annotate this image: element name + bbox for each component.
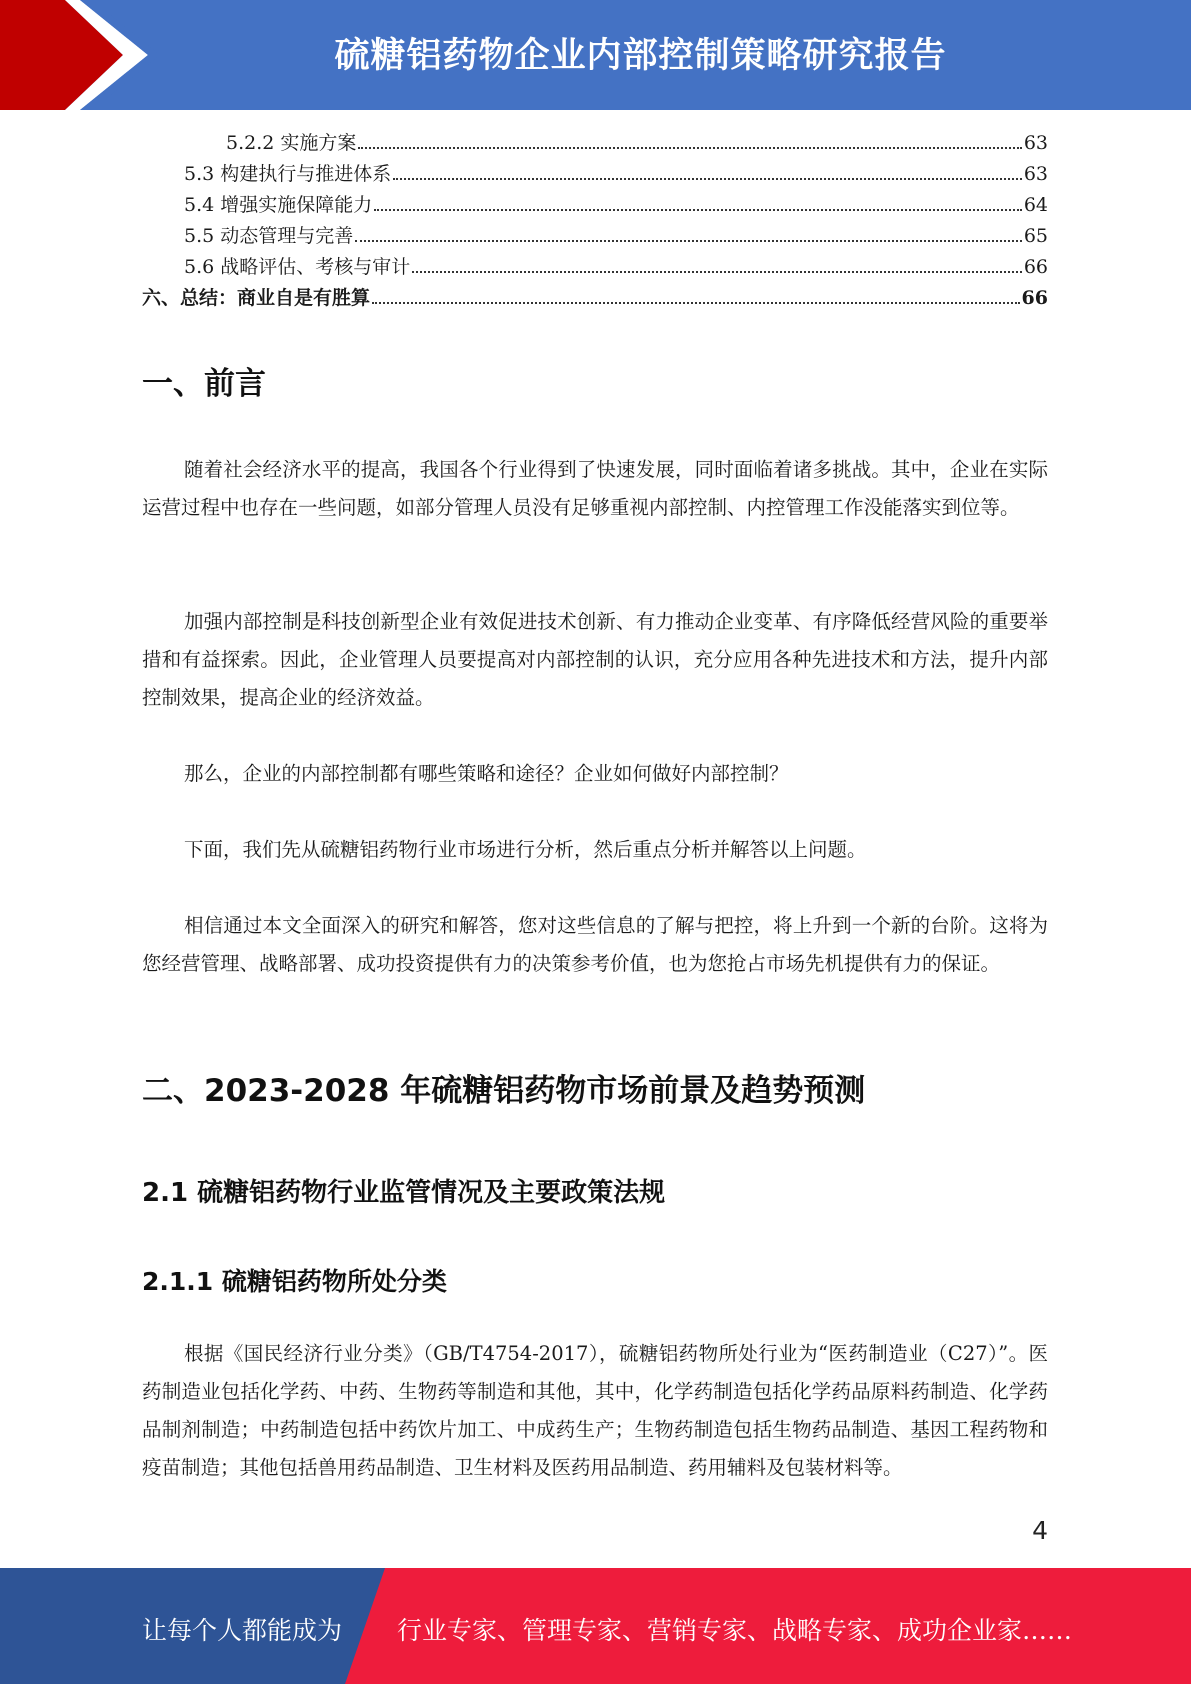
toc-leader-dots: [358, 146, 1021, 149]
toc-entry-page: 65: [1023, 225, 1048, 247]
header-banner: [0, 0, 1191, 110]
subsection-heading-regulation: 2.1 硫糖铝药物行业监管情况及主要政策法规: [142, 1178, 666, 1208]
body-paragraph: 那么，企业的内部控制都有哪些策略和途径？企业如何做好内部控制？: [184, 762, 789, 785]
toc-entry[interactable]: [142, 190, 1048, 221]
table-of-contents: [142, 128, 1048, 314]
toc-leader-dots: [393, 177, 1022, 180]
toc-entry-label: 六、总结：商业自是有胜算: [142, 287, 371, 309]
toc-entry[interactable]: [142, 128, 1048, 159]
toc-entry[interactable]: [142, 159, 1048, 190]
body-paragraph: 随着社会经济水平的提高，我国各个行业得到了快速发展，同时面临着诸多挑战。其中，企业在实际运营过程中也存在一些问题，如部分管理人员没有足够重视内部控制、内控管理工作没能落实到位等。: [142, 458, 1048, 519]
section-heading-preface: 一、前言: [142, 366, 266, 402]
report-title: 硫糖铝药物企业内部控制策略研究报告: [334, 36, 947, 76]
footer-slogan-right: 行业专家、管理专家、营销专家、战略专家、成功企业家……: [397, 1616, 1073, 1645]
toc-entry-page: 63: [1023, 163, 1048, 185]
toc-entry-label: 5.4 增强实施保障能力: [184, 194, 373, 216]
body-paragraph: 下面，我们先从硫糖铝药物行业市场进行分析，然后重点分析并解答以上问题。: [184, 838, 867, 861]
toc-entry-label: 5.5 动态管理与完善: [184, 225, 354, 247]
footer-banner: [0, 1568, 1191, 1684]
toc-entry-page: 63: [1023, 132, 1048, 154]
toc-entry[interactable]: [142, 252, 1048, 283]
toc-entry-page: 66: [1023, 256, 1048, 278]
toc-entry-label: 5.3 构建执行与推进体系: [184, 163, 392, 185]
body-paragraph: 加强内部控制是科技创新型企业有效促进技术创新、有力推动企业变革、有序降低经营风险的重要举措和有益探索。因此，企业管理人员要提高对内部控制的认识，充分应用各种先进技术和方法，提升内部控制效果，提高企业的经济效益。: [142, 610, 1048, 709]
toc-entry[interactable]: [142, 283, 1048, 314]
section-heading-market-outlook: 二、2023-2028 年硫糖铝药物市场前景及趋势预测: [142, 1073, 866, 1109]
toc-entry-page: 64: [1023, 194, 1048, 216]
toc-entry-page: 66: [1021, 287, 1048, 309]
page-number: 4: [1032, 1516, 1048, 1545]
subsubsection-heading-classification: 2.1.1 硫糖铝药物所处分类: [142, 1267, 447, 1296]
body-paragraph: 相信通过本文全面深入的研究和解答，您对这些信息的了解与把控，将上升到一个新的台阶。这将为您经营管理、战略部署、成功投资提供有力的决策参考价值，也为您抢占市场先机提供有力的保证。: [142, 914, 1048, 975]
footer-slogan-left: 让每个人都能成为: [142, 1616, 343, 1645]
toc-leader-dots: [374, 208, 1022, 211]
toc-entry-label: 5.6 战略评估、考核与审计: [184, 256, 411, 278]
toc-leader-dots: [412, 270, 1022, 273]
toc-leader-dots: [372, 301, 1020, 304]
toc-leader-dots: [355, 239, 1022, 242]
toc-entry[interactable]: [142, 221, 1048, 252]
body-paragraph: 根据《国民经济行业分类》（GB/T4754-2017），硫糖铝药物所处行业为“医药制造业（C27）”。医药制造业包括化学药、中药、生物药等制造和其他，其中，化学药制造包括化学药品原料药制造、化学药品制剂制造；中药制造包括中药饮片加工、中成药生产；生物药制造包括生物药品制造、基因工程药物和疫苗制造；其他包括兽用药品制造、卫生材料及医药用品制造、药用辅料及包装材料等。: [142, 1342, 1048, 1479]
toc-entry-label: 5.2.2 实施方案: [226, 132, 357, 154]
